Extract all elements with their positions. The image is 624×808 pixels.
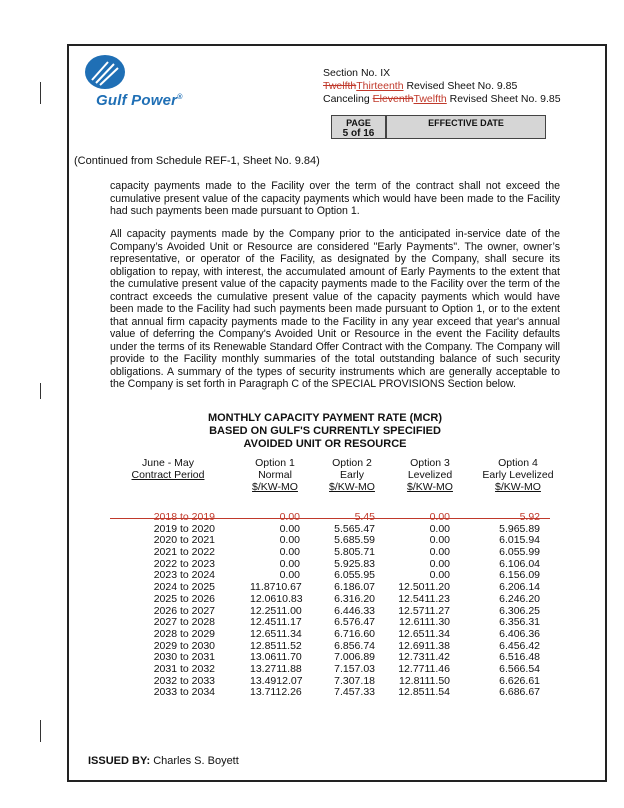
table-row (110, 664, 560, 676)
cell-c1: 0.00 (279, 522, 300, 535)
cell-c3: 12.6111.30 (399, 616, 450, 629)
column-header-option-1: Option 1 Normal $/KW-MO (252, 457, 298, 493)
cell-c2: 7.307.18 (334, 674, 375, 687)
cell-period: 2030 to 2031 (153, 651, 215, 664)
cell-c3: 0.00 (429, 569, 450, 582)
table-row (110, 687, 560, 699)
cell-c2: 5.685.59 (334, 534, 375, 547)
cell-c3: 12.8111.50 (399, 674, 450, 687)
cell-period: 2025 to 2026 (153, 592, 215, 605)
cell-c1: 0.00 (279, 569, 300, 582)
cell-c1: 11.8710.67 (250, 581, 302, 594)
cell-c2: 7.457.33 (334, 686, 375, 699)
cell-c2: 6.055.95 (334, 569, 375, 582)
cell-c3: 12.5411.23 (398, 592, 450, 605)
table-row (110, 512, 560, 524)
cell-c4: 6.206.14 (499, 581, 540, 594)
cell-c2: 6.856.74 (334, 639, 375, 652)
paragraph-2: All capacity payments made by the Company prior to the anticipated in-service date of the Company’s Avoided Unit or Resource are considered "Early Payments". The owner, owner’s representative, or operator of the Facility, as designated by the Company, shall secure its obligation to repay, with interest, the accumulated amount of Early Payments to the extent that the cumulative present value of the capacity payments made to the Facility over the term of the contract exceeds the cumulative present value of the capacity payments which would have been made to the Facility had such payments been made pursuant to Option 1, or to the extent that annual firm capacity payments made to the Facility in any year exceed that year's annual value of deferring the Company's Avoided Unit or Resource in the event the Facility defaults under the terms of its Renewable Standard Offer Contract with the Company. The Company will provide to the Facility monthly summaries of the total outstanding balance of such security obligations. A summary of the types of security instruments which are generally acceptable to the Company is set forth in Paragraph C of the SPECIAL PROVISIONS Section below. (110, 228, 560, 390)
cell-c3: 0.00 (429, 557, 450, 570)
cell-c2: 6.316.20 (334, 592, 375, 605)
cell-period: 2024 to 2025 (153, 581, 215, 594)
cell-c2: 6.716.60 (334, 627, 375, 640)
cell-c3: 0.00 (429, 546, 450, 559)
cell-c3: 12.8511.54 (398, 686, 450, 699)
sheet-info (323, 67, 561, 106)
effective-date-box: EFFECTIVE DATE (386, 115, 546, 139)
cell-period: 2020 to 2021 (153, 534, 215, 547)
cell-c1: 13.4912.07 (250, 674, 303, 687)
cell-c1: 13.7112.26 (250, 686, 302, 699)
cell-c4: 6.566.54 (499, 662, 540, 675)
cell-c2: 7.157.03 (334, 662, 375, 675)
cell-period: 2033 to 2034 (153, 686, 215, 699)
sheet-number: TwelfthThirteenth Revised Sheet No. 9.85 (323, 80, 518, 92)
cell-c2: 7.006.89 (334, 651, 375, 664)
company-name: Gulf Power® (96, 92, 183, 109)
cell-c1: 0.00 (279, 546, 300, 559)
cell-c4: 6.015.94 (499, 534, 540, 547)
canceling-sheet: Canceling EleventhTwelfth Revised Sheet No. 9.85 (323, 93, 561, 105)
column-header-option-2: Option 2 Early $/KW-MO (329, 457, 375, 493)
revision-bar (40, 383, 41, 399)
cell-c2: 6.576.47 (334, 616, 375, 629)
cell-c4: 6.686.67 (499, 686, 540, 699)
column-header-period: June - May Contract Period (131, 457, 205, 481)
page-box: PAGE 5 of 16 (331, 115, 386, 139)
cell-c4: 6.356.31 (499, 616, 540, 629)
cell-c3: 12.7711.46 (398, 662, 450, 675)
cell-c1: 12.8511.52 (250, 639, 302, 652)
cell-c3: 12.5711.27 (398, 604, 450, 617)
table-title: MONTHLY CAPACITY PAYMENT RATE (MCR) BASED ON GULF'S CURRENTLY SPECIFIED AVOIDED UNIT OR RESOURCE (207, 412, 443, 450)
cell-c4: 6.406.36 (499, 627, 540, 640)
cell-c1: 13.0611.70 (250, 651, 302, 664)
cell-period: 2023 to 2024 (153, 569, 215, 582)
cell-c4: 6.106.04 (499, 557, 540, 570)
cell-period: 2019 to 2020 (153, 522, 215, 535)
cell-c4: 6.156.09 (499, 569, 540, 582)
cell-c2: 5.565.47 (334, 522, 375, 535)
cell-c3: 12.5011.20 (398, 581, 450, 594)
cell-period: 2029 to 2030 (153, 639, 215, 652)
cell-period: 2022 to 2023 (153, 557, 215, 570)
cell-c4: 5.92 (519, 511, 540, 523)
cell-period: 2031 to 2032 (153, 662, 215, 675)
cell-period: 2027 to 2028 (153, 616, 215, 629)
cell-c3: 0.00 (429, 511, 450, 523)
cell-period: 2021 to 2022 (153, 546, 215, 559)
cell-c1: 0.00 (279, 557, 300, 570)
cell-c1: 13.2711.88 (250, 662, 302, 675)
cell-c3: 0.00 (429, 534, 450, 547)
cell-c1: 12.2511.00 (250, 604, 302, 617)
cell-c2: 5.45 (354, 511, 375, 523)
cell-c4: 6.246.20 (499, 592, 540, 605)
rate-table-body (110, 512, 560, 699)
column-header-option-3: Option 3 Levelized $/KW-MO (407, 457, 453, 493)
table-row (110, 594, 560, 606)
cell-c1: 0.00 (279, 534, 300, 547)
cell-c2: 6.446.33 (334, 604, 375, 617)
section-number: Section No. IX (323, 67, 391, 79)
revision-bar (40, 82, 41, 104)
cell-c3: 12.6911.38 (398, 639, 450, 652)
table-row (110, 547, 560, 559)
continued-note: (Continued from Schedule REF-1, Sheet No. 9.84) (74, 155, 320, 167)
table-row (110, 629, 560, 641)
cell-c4: 6.055.99 (499, 546, 540, 559)
cell-c1: 0.00 (279, 511, 300, 523)
cell-c4: 6.626.61 (499, 674, 540, 687)
issued-by: ISSUED BY: Charles S. Boyett (88, 755, 239, 767)
cell-c2: 5.805.71 (334, 546, 375, 559)
cell-period: 2018 to 2019 (153, 511, 215, 523)
cell-period: 2032 to 2033 (153, 674, 215, 687)
cell-c1: 12.0610.83 (250, 592, 303, 605)
cell-c3: 12.7311.42 (398, 651, 450, 664)
cell-period: 2026 to 2027 (153, 604, 215, 617)
cell-c2: 6.186.07 (334, 581, 375, 594)
cell-c3: 0.00 (429, 522, 450, 535)
cell-c1: 12.6511.34 (250, 627, 302, 640)
column-header-option-4: Option 4 Early Levelized $/KW-MO (482, 457, 554, 493)
cell-c1: 12.4511.17 (250, 616, 302, 629)
revision-bar (40, 720, 41, 742)
cell-c4: 5.965.89 (499, 522, 540, 535)
cell-c4: 6.516.48 (499, 651, 540, 664)
cell-period: 2028 to 2029 (153, 627, 215, 640)
cell-c2: 5.925.83 (334, 557, 375, 570)
cell-c3: 12.6511.34 (398, 627, 450, 640)
paragraph-1: capacity payments made to the Facility over the term of the contract shall not exceed the cumulative present value of the capacity payments which would have been made to the Facility had such payments been made pursuant to Option 1. (110, 180, 560, 217)
cell-c4: 6.306.25 (499, 604, 540, 617)
cell-c4: 6.456.42 (499, 639, 540, 652)
